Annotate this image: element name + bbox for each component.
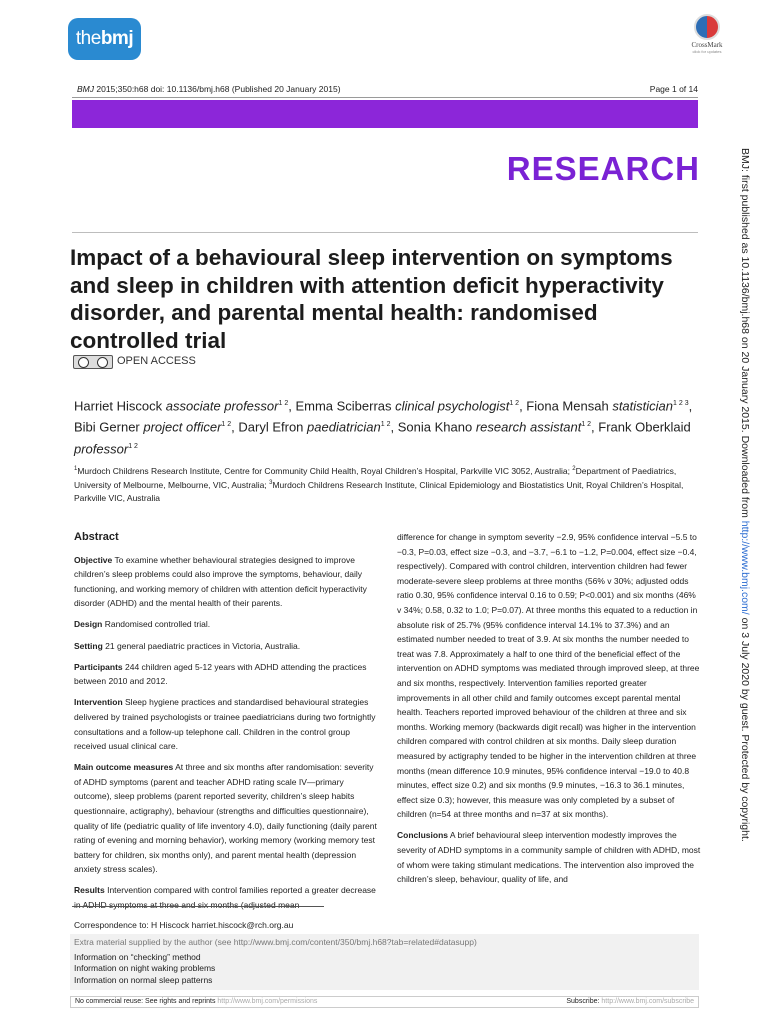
abstract-section-label: Conclusions (397, 830, 449, 841)
abstract-section-label: Design (74, 619, 103, 630)
logo-bold: bmj (100, 28, 134, 49)
affiliation-number: 2 (572, 466, 576, 472)
author-name: Bibi Gerner (74, 419, 140, 435)
abstract-section-label: Intervention (74, 697, 123, 708)
author-affil-sup: 1 2 (221, 421, 232, 429)
author-separator: , (231, 419, 239, 435)
abstract-section-label: Setting (74, 640, 103, 651)
sidebar-link[interactable]: http://www.bmj.com/ (739, 520, 751, 615)
author-name: Daryl Efron (238, 419, 304, 435)
crossmark-label: CrossMark (691, 41, 723, 49)
download-sidebar (735, 148, 755, 888)
abstract-section-text: 21 general paediatric practices in Victoria, Australia. (102, 640, 301, 651)
citation-journal: BMJ (77, 84, 94, 94)
open-access-label: OPEN ACCESS (117, 355, 196, 367)
abstract-left-column (74, 530, 378, 919)
permissions-link[interactable]: http://www.bmj.com/permissions (217, 998, 318, 1005)
author-role: paediatrician (307, 419, 381, 435)
abstract-paragraph (74, 639, 378, 654)
extra-material-item[interactable]: Information on “checking” method (74, 951, 201, 962)
crossmark-sub: click for updates (692, 49, 722, 54)
abstract-paragraph (74, 660, 378, 689)
author-affil-sup: 1 2 (509, 400, 520, 407)
sidebar-after: on 3 July 2020 by guest. Protected by copyright. (739, 614, 751, 842)
author-name: Fiona Mensah (526, 398, 609, 414)
author-role: research assistant (475, 419, 582, 435)
subscribe-text: Subscribe: (566, 998, 602, 1005)
extra-material-item[interactable]: Information on normal sleep patterns (74, 974, 213, 985)
author-name: Emma Sciberras (295, 398, 392, 414)
abstract-paragraph (74, 617, 378, 632)
crossmark-icon (694, 14, 720, 40)
author-affil-sup: 1 2 (278, 400, 289, 407)
footer-bar (70, 996, 699, 1008)
affiliation-text: Department of Paediatrics, University of Melbourne, Melbourne, VIC, Australia; (74, 465, 677, 491)
header-divider (72, 97, 698, 98)
abstract-section-label: Results (74, 885, 105, 896)
article-title: Impact of a behavioural sleep intervention on symptoms and sleep in children with attention deficit hyperactivity disorder, and parental mental health: randomised controlled trial (70, 245, 673, 353)
cc-license-icon[interactable] (73, 355, 113, 369)
author-affil-sup: 1 2 (380, 421, 391, 429)
abstract-right-column (397, 530, 701, 893)
sidebar-before: BMJ: first published as 10.1136/bmj.h68 on 20 January 2015. Downloaded from (739, 148, 751, 521)
affiliations (74, 463, 699, 504)
citation-line (77, 84, 341, 94)
author-role: clinical psychologist (395, 398, 510, 414)
author-separator: , (390, 419, 398, 435)
author-affil-sup: 1 2 (128, 442, 138, 450)
abstract-paragraph (74, 553, 378, 611)
author-name: Sonia Khano (397, 419, 473, 435)
author-separator: , (591, 419, 599, 435)
abstract-section-text: Randomised controlled trial. (102, 619, 211, 630)
bmj-logo[interactable] (68, 18, 141, 60)
reuse-notice (75, 997, 317, 1007)
abstract-heading: Abstract (74, 531, 119, 543)
abstract-section-text: difference for change in symptom severity −2.9, 95% confidence interval −5.5 to −0.3, P=0.03, effect size −0.3, and −3.7, −6.1 to −1.2, P=0.004, effect size −0.4, respectively). Compared with control children, intervention children had fewer moderate-severe sleep problems at three months (56% v 30%; adjusted odds ratio 0.30, 95% confidence interval 0.16 to 0.59; P<0.001) and six months (46% v 34%; 0.58, 0.32 to 1.0; P=0.07). At three months this equated to a reduction in absolute risk of 25.7% (95% confidence interval 14.1% to 37.3%) and an estimated number needed to treat of 3.9. At six months the number needed to treat was 7.8. Approximately a half to one third of the beneficial effect of the intervention on ADHD symptoms was mediated through improved sleep, at three and six months, respectively. Intervention families reported greater improvements in all other child and family outcomes except parental mental health. Teachers reported improved behaviour of the children at three and six months. Working memory (backwards digit recall) was higher in the intervention children compared with control children at six months. Daily sleep duration measured by actigraphy tended to be higher in the intervention children at three months (mean difference 10.9 minutes, 95% confidence interval −19.0 to 40.8 minutes, effect size 0.2) and six months (9.9 minutes, −16.3 to 36.1 minutes, effect size 0.3); however, this measure was only completed by a subset of children (n=54 at three months and n=37 at six months). (397, 532, 700, 820)
page-number: Page 1 of 14 (649, 84, 698, 94)
abstract-section-text: Intervention compared with control families reported a greater decrease in ADHD symptoms at three and six months (adjusted mean (74, 885, 376, 911)
title-divider (72, 232, 698, 233)
sidebar-text (739, 148, 751, 842)
reuse-text: No commercial reuse: See rights and reprints (75, 998, 218, 1005)
affiliation-number: 1 (74, 466, 78, 472)
crossmark-badge[interactable] (686, 14, 728, 58)
abstract-paragraph (74, 760, 378, 877)
correspondence: Correspondence to: H Hiscock harriet.hiscock@rch.org.au (74, 920, 294, 930)
affiliation-text: Murdoch Childrens Research Institute, Centre for Community Child Health, Royal Children’s Hospital, Parkville VIC 3052, Australia; (77, 465, 573, 476)
extra-material-item[interactable]: Information on night waking problems (74, 963, 216, 973)
author-role: project officer (143, 419, 222, 435)
abstract-section-label: Objective (74, 554, 113, 565)
abstract-paragraph (397, 828, 701, 886)
logo-prefix: the (75, 28, 101, 49)
abstract-paragraph (74, 883, 378, 912)
abstract-section-text: A brief behavioural sleep intervention modestly improves the severity of ADHD symptoms in a community sample of children with ADHD, most of whom were taking stimulant medications. The intervention also improved the children’s sleep, behaviour, quality of life, and (397, 830, 701, 885)
author-separator: , (519, 398, 527, 414)
section-label: RESEARCH (506, 150, 700, 187)
affiliation-number: 3 (269, 480, 273, 487)
affiliation-text: Murdoch Childrens Research Institute, Clinical Epidemiology and Biostatistics Unit, Royal Children’s Hospital, Parkville VIC, Australia (74, 480, 684, 503)
author-separator: , (288, 398, 296, 414)
abstract-section-text: 244 children aged 5-12 years with ADHD attending the practices between 2010 and 2012. (74, 661, 367, 687)
accent-bar (72, 100, 698, 128)
extra-material-heading[interactable]: Extra material supplied by the author (see http://www.bmj.com/content/350/bmj.h68?tab=related#datasupp) (74, 937, 477, 947)
author-role: statistician (612, 398, 674, 414)
abstract-section-text: Sleep hygiene practices and standardised behavioural strategies delivered by trained psychologists or trainee paediatricians during two fortnightly consultations and a follow-up telephone call. Children in the control group received usual clinical care. (74, 697, 376, 752)
author-affil-sup: 1 2 3 (673, 400, 689, 407)
subscribe-link[interactable]: http://www.bmj.com/subscribe (601, 998, 694, 1005)
author-list (74, 394, 694, 458)
abstract-section-label: Participants (74, 661, 123, 672)
author-affil-sup: 1 2 (581, 421, 592, 429)
author-role: professor (74, 440, 129, 456)
extra-material-box (70, 934, 699, 990)
abstract-paragraph (74, 695, 378, 753)
abstract-section-label: Main outcome measures (74, 762, 174, 773)
abstract-paragraph (397, 530, 701, 822)
abstract-section-text: At three and six months after randomisation: severity of ADHD symptoms (parent and teacher ADHD rating scale IV—primary outcome), sleep problems (parent reported severity, children’s sleep habits questionnaire, actigraphy), behaviour (strengths and difficulties questionnaire), quality of life (pediatric quality of life inventory 4.0), daily functioning (daily parent rating of evening and morning behavior), working memory (working memory test battery for children, six months only), and parent mental health (depression anxiety stress scales). (74, 762, 377, 875)
abstract-section-text: To examine whether behavioural strategies designed to improve children’s sleep problems could also improve the symptoms, behaviour, daily functioning, and working memory of children with attention deficit hyperactivity disorder (ADHD) and the mental health of their parents. (74, 554, 367, 609)
subscribe-notice (566, 997, 694, 1007)
author-name: Frank Oberklaid (598, 419, 691, 435)
footnote-divider (72, 906, 324, 907)
author-name: Harriet Hiscock (74, 398, 163, 414)
citation-rest: 2015;350:h68 doi: 10.1136/bmj.h68 (Published 20 January 2015) (94, 84, 341, 94)
author-role: associate professor (165, 398, 279, 414)
author-separator: , (688, 398, 693, 414)
